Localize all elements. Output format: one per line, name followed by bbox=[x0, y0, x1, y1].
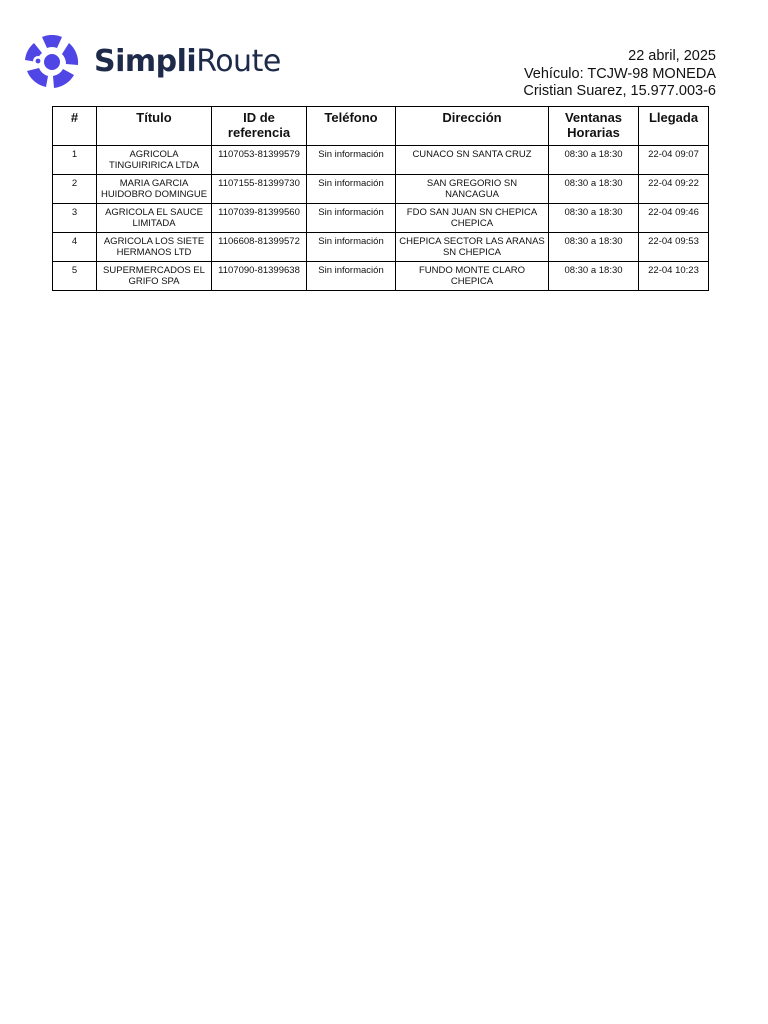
cell-address: SAN GREGORIO SN NANCAGUA bbox=[396, 175, 549, 204]
cell-phone: Sin información bbox=[307, 233, 396, 262]
brand-name bbox=[94, 44, 281, 79]
cell-time-window: 08:30 a 18:30 bbox=[549, 262, 639, 291]
cell-number: 4 bbox=[53, 233, 97, 262]
column-header-number: # bbox=[53, 107, 97, 146]
cell-title: AGRICOLA LOS SIETE HERMANOS LTD bbox=[97, 233, 212, 262]
table-row bbox=[53, 262, 709, 291]
column-header-time-windows: Ventanas Horarias bbox=[549, 107, 639, 146]
cell-title: AGRICOLA TINGUIRIRICA LTDA bbox=[97, 146, 212, 175]
cell-arrival: 22-04 09:46 bbox=[639, 204, 709, 233]
cell-address: CUNACO SN SANTA CRUZ bbox=[396, 146, 549, 175]
route-header-info bbox=[523, 48, 716, 101]
cell-time-window: 08:30 a 18:30 bbox=[549, 146, 639, 175]
cell-title: AGRICOLA EL SAUCE LIMITADA bbox=[97, 204, 212, 233]
table-row bbox=[53, 233, 709, 262]
cell-reference-id: 1107053-81399579 bbox=[212, 146, 307, 175]
table-row bbox=[53, 146, 709, 175]
cell-number: 5 bbox=[53, 262, 97, 291]
cell-arrival: 22-04 09:07 bbox=[639, 146, 709, 175]
cell-number: 3 bbox=[53, 204, 97, 233]
brand-name-regular: Route bbox=[196, 44, 281, 79]
table-row bbox=[53, 175, 709, 204]
cell-reference-id: 1106608-81399572 bbox=[212, 233, 307, 262]
cell-number: 1 bbox=[53, 146, 97, 175]
simpliroute-logo-icon bbox=[24, 35, 80, 89]
cell-title: SUPERMERCADOS EL GRIFO SPA bbox=[97, 262, 212, 291]
brand-logo bbox=[24, 35, 281, 89]
table-header-row bbox=[53, 107, 709, 146]
vehicle-label: Vehículo: TCJW-98 MONEDA bbox=[523, 65, 716, 82]
table-row bbox=[53, 204, 709, 233]
cell-arrival: 22-04 09:53 bbox=[639, 233, 709, 262]
cell-time-window: 08:30 a 18:30 bbox=[549, 233, 639, 262]
cell-time-window: 08:30 a 18:30 bbox=[549, 175, 639, 204]
column-header-reference-id: ID de referencia bbox=[212, 107, 307, 146]
cell-reference-id: 1107090-81399638 bbox=[212, 262, 307, 291]
column-header-title: Título bbox=[97, 107, 212, 146]
cell-number: 2 bbox=[53, 175, 97, 204]
driver-label: Cristian Suarez, 15.977.003-6 bbox=[523, 83, 716, 99]
cell-reference-id: 1107155-81399730 bbox=[212, 175, 307, 204]
cell-phone: Sin información bbox=[307, 175, 396, 204]
cell-arrival: 22-04 09:22 bbox=[639, 175, 709, 204]
cell-phone: Sin información bbox=[307, 204, 396, 233]
cell-reference-id: 1107039-81399560 bbox=[212, 204, 307, 233]
cell-phone: Sin información bbox=[307, 146, 396, 175]
cell-address: FDO SAN JUAN SN CHEPICA CHEPICA bbox=[396, 204, 549, 233]
route-date: 22 abril, 2025 bbox=[628, 48, 716, 64]
cell-phone: Sin información bbox=[307, 262, 396, 291]
column-header-address: Dirección bbox=[396, 107, 549, 146]
column-header-phone: Teléfono bbox=[307, 107, 396, 146]
stops-table bbox=[52, 106, 709, 291]
cell-time-window: 08:30 a 18:30 bbox=[549, 204, 639, 233]
cell-title: MARIA GARCIA HUIDOBRO DOMINGUE bbox=[97, 175, 212, 204]
brand-name-bold: Simpli bbox=[94, 44, 197, 79]
cell-address: CHEPICA SECTOR LAS ARANAS SN CHEPICA bbox=[396, 233, 549, 262]
column-header-arrival: Llegada bbox=[639, 107, 709, 146]
cell-arrival: 22-04 10:23 bbox=[639, 262, 709, 291]
cell-address: FUNDO MONTE CLARO CHEPICA bbox=[396, 262, 549, 291]
